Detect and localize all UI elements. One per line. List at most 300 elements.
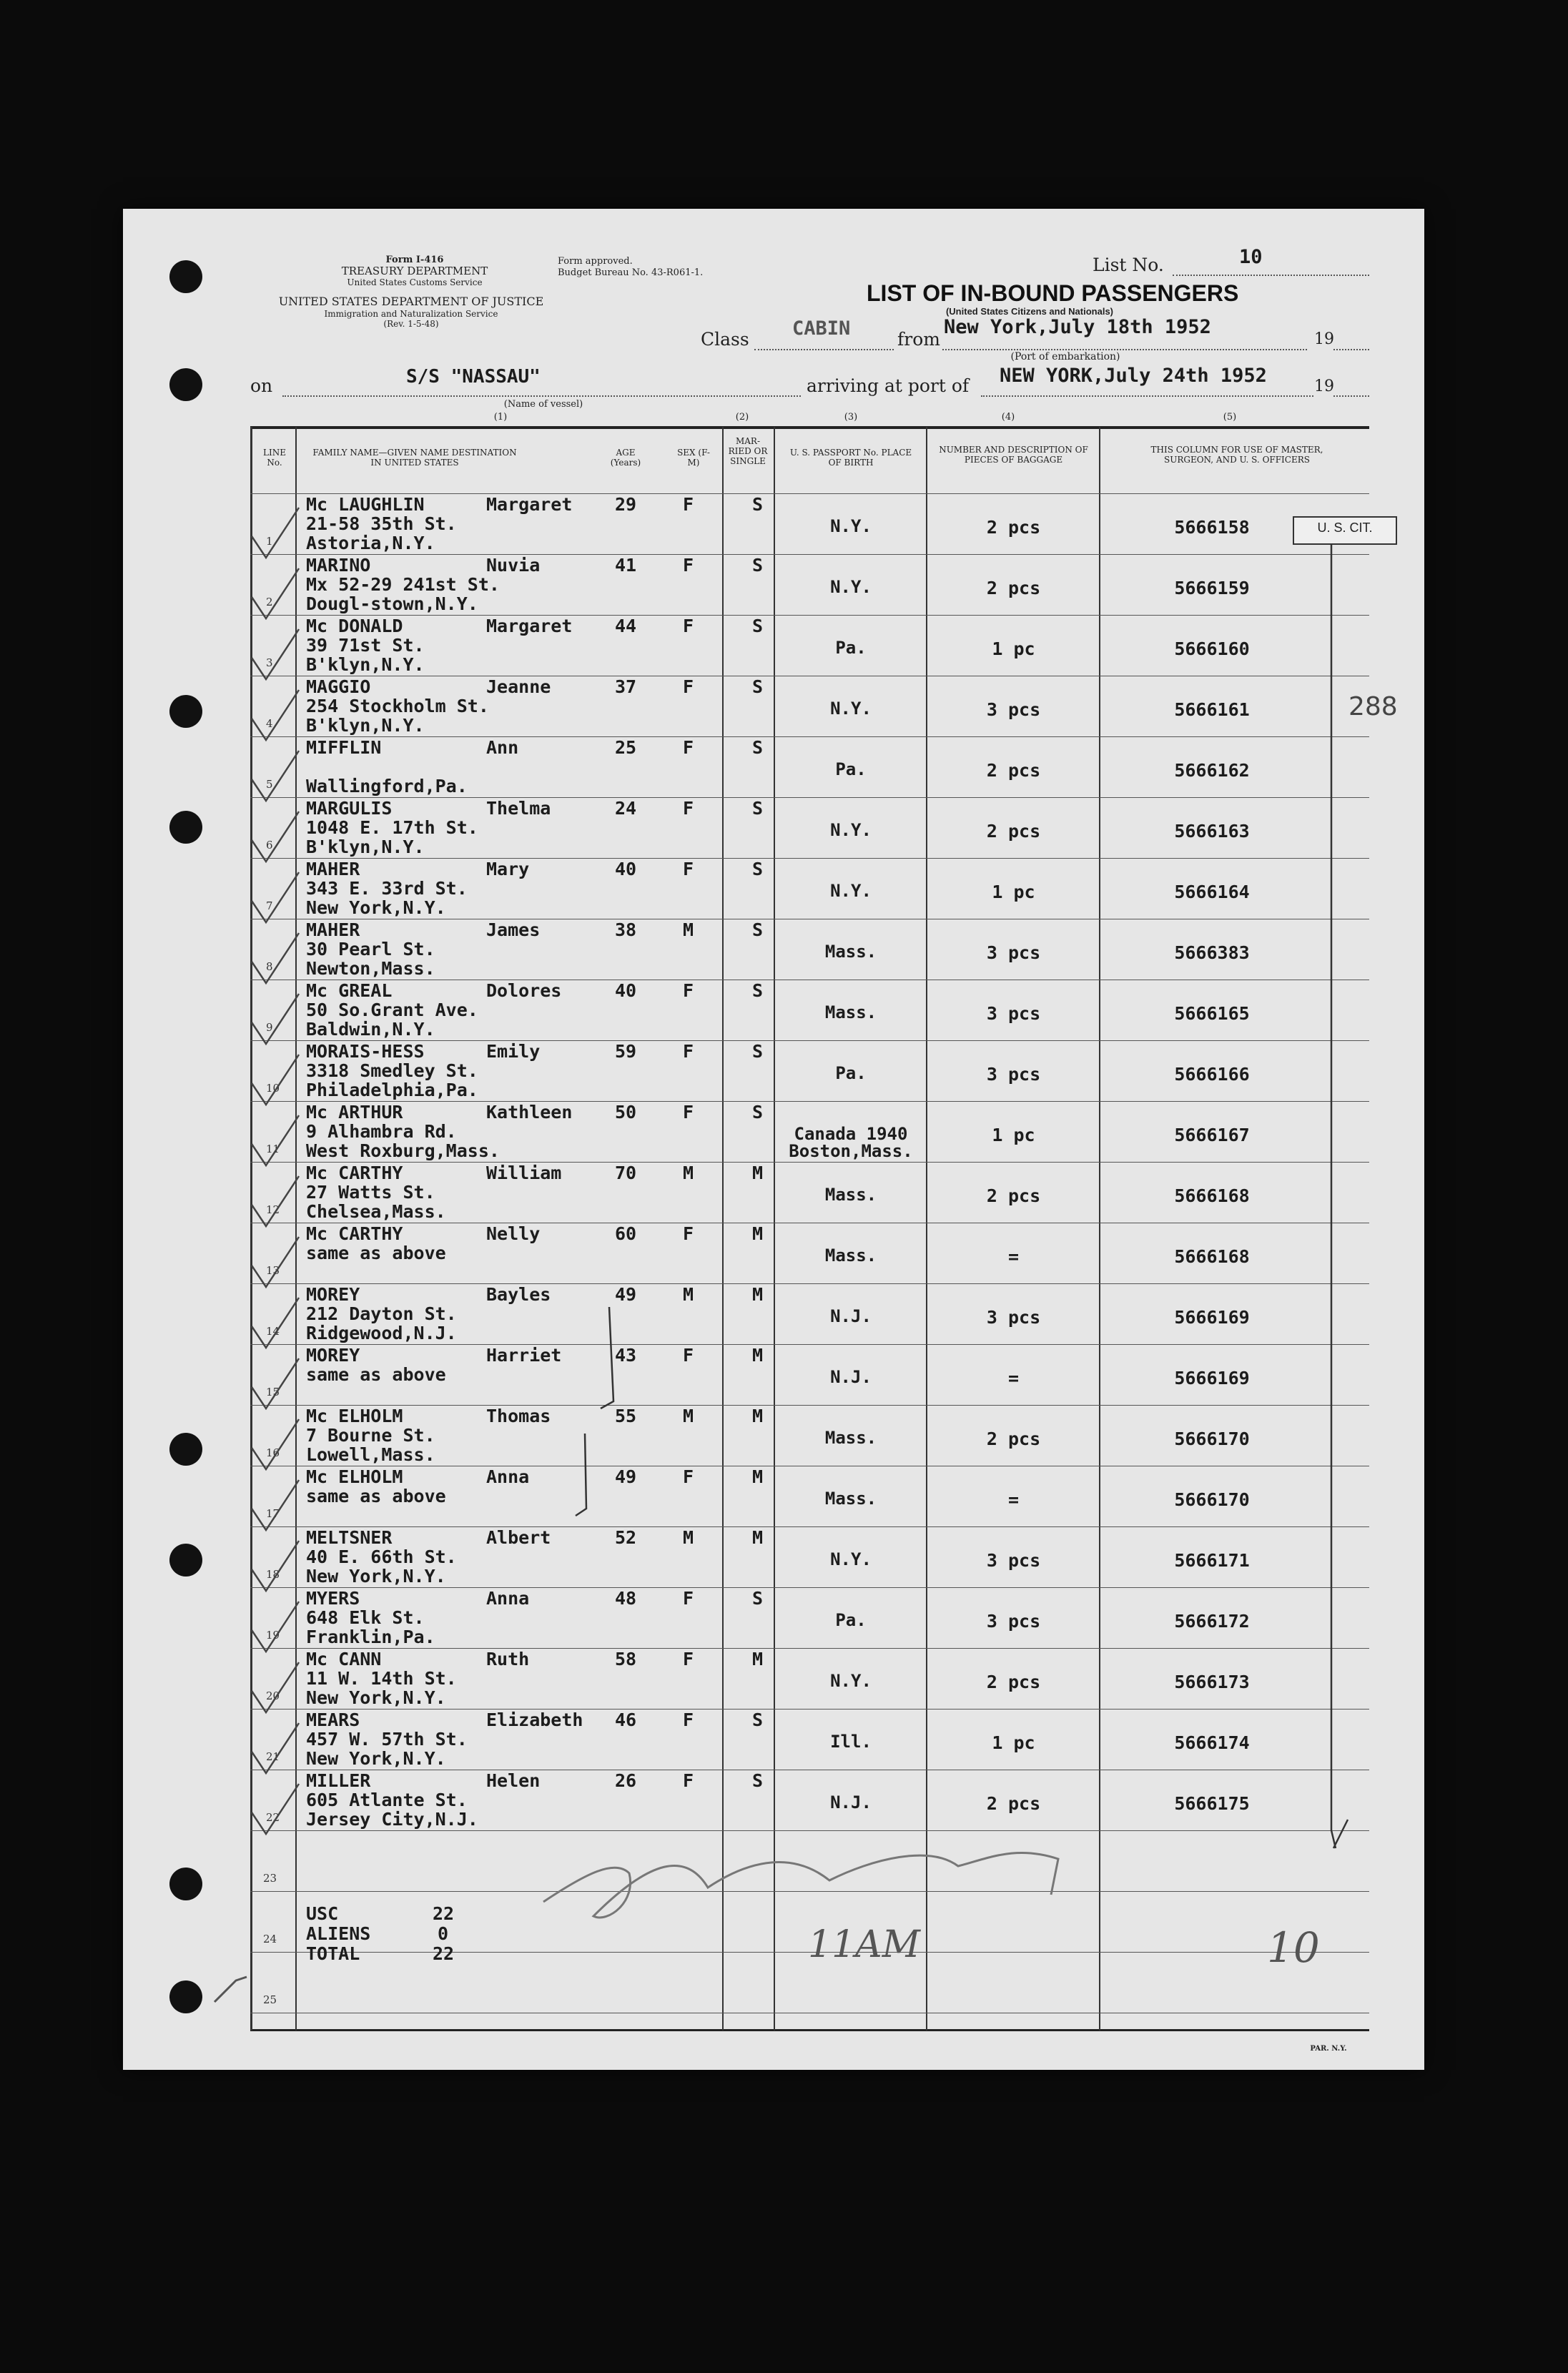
marital-status: S: [752, 1041, 764, 1062]
marital-status: M: [752, 1649, 764, 1669]
address-city: Franklin,Pa.: [306, 1627, 435, 1647]
marital-status: S: [752, 798, 764, 819]
family-name: MILLER: [306, 1770, 371, 1791]
given-name: Elizabeth: [486, 1710, 583, 1730]
sex: F: [683, 737, 694, 758]
row-divider: [250, 1344, 1369, 1345]
address-street: 50 So.Grant Ave.: [306, 1000, 478, 1020]
class-line: [754, 349, 894, 350]
year-line-2: [1333, 395, 1369, 397]
baggage: =: [1007, 1368, 1020, 1388]
table-bottom-border: [250, 2029, 1369, 2031]
marital-status: S: [752, 1588, 764, 1609]
sex: F: [683, 1649, 694, 1669]
marital-status: S: [752, 1710, 764, 1730]
customs-number: 5666169: [1174, 1368, 1250, 1388]
line-number: 7: [266, 899, 273, 912]
sex: F: [683, 1588, 694, 1609]
family-name: Mc DONALD: [306, 616, 403, 636]
age: 49: [615, 1284, 637, 1305]
line-number: 14: [266, 1325, 280, 1338]
given-name: Kathleen: [486, 1102, 573, 1123]
col-header-sex: SEX (F-M): [677, 448, 710, 468]
marital-status: M: [752, 1345, 764, 1366]
age: 38: [615, 919, 637, 940]
family-name: Mc GREAL: [306, 980, 393, 1001]
vessel-line: [282, 395, 801, 397]
sex: M: [683, 1163, 694, 1183]
baggage: 1 pc: [992, 638, 1035, 659]
baggage: =: [1007, 1246, 1020, 1267]
marital-status: S: [752, 1102, 764, 1123]
arriving-label: arriving at port of: [807, 375, 970, 396]
marital-status: M: [752, 1406, 764, 1426]
row-divider: [250, 797, 1369, 798]
row-divider: [250, 1830, 1369, 1831]
address-city: Lowell,Mass.: [306, 1444, 435, 1465]
place-of-birth: Canada 1940 Boston,Mass.: [789, 1124, 913, 1161]
marital-status: S: [752, 555, 764, 576]
baggage: 2 pcs: [986, 760, 1041, 781]
customs-number: 5666164: [1174, 882, 1250, 902]
marital-status: M: [752, 1527, 764, 1548]
family-name: MIFFLIN: [306, 737, 382, 758]
line-number: 4: [266, 717, 273, 730]
place-of-birth: N.Y.: [830, 577, 872, 597]
given-name: Mary: [486, 859, 530, 879]
baggage: 2 pcs: [986, 1793, 1041, 1814]
place-of-birth: Mass.: [824, 1428, 877, 1448]
line-number: 13: [266, 1264, 280, 1277]
customs-number: 5666160: [1174, 638, 1250, 659]
line-number: 6: [266, 839, 273, 852]
address-street: 1048 E. 17th St.: [306, 817, 478, 838]
family-name: MAHER: [306, 919, 360, 940]
row-divider: [250, 858, 1369, 859]
vessel-name: S/S "NASSAU": [406, 366, 541, 388]
address-city: Jersey City,N.J.: [306, 1809, 478, 1830]
given-name: Anna: [486, 1588, 530, 1609]
approved-line1: Form approved.: [558, 256, 633, 267]
baggage: 3 pcs: [986, 1550, 1041, 1571]
total-value-usc: 22: [433, 1903, 455, 1924]
approved-line2: Budget Bureau No. 43-R061-1.: [558, 267, 704, 278]
address-city: Philadelphia,Pa.: [306, 1080, 478, 1100]
year-prefix: 19: [1314, 330, 1334, 348]
address-street: same as above: [306, 1364, 446, 1385]
customs-number: 5666163: [1174, 821, 1250, 842]
line-number: 17: [266, 1507, 280, 1520]
on-label: on: [250, 375, 273, 396]
family-name: Mc ELHOLM: [306, 1406, 403, 1426]
place-of-birth: N.J.: [830, 1367, 872, 1387]
row-divider: [250, 615, 1369, 616]
customs-number: 5666175: [1174, 1793, 1250, 1814]
family-name: MORAIS-HESS: [306, 1041, 425, 1062]
sex: F: [683, 1710, 694, 1730]
class-value: CABIN: [792, 317, 851, 340]
row-divider: [250, 1162, 1369, 1163]
line-number: 5: [266, 778, 273, 791]
family-name: MAGGIO: [306, 676, 371, 697]
age: 49: [615, 1466, 637, 1487]
customs-number: 5666173: [1174, 1672, 1250, 1692]
age: 60: [615, 1223, 637, 1244]
col-header-line: LINE No.: [263, 448, 286, 468]
address-city: B'klyn,N.Y.: [306, 654, 425, 675]
place-of-birth: Mass.: [824, 1002, 877, 1022]
family-name: MARINO: [306, 555, 371, 576]
baggage: 3 pcs: [986, 1003, 1041, 1024]
address-street: 457 W. 57th St.: [306, 1729, 468, 1750]
address-city: New York,N.Y.: [306, 897, 446, 918]
baggage: 2 pcs: [986, 821, 1041, 842]
col-number-2: (2): [735, 412, 749, 423]
marital-status: S: [752, 980, 764, 1001]
total-label-usc: USC: [306, 1903, 339, 1924]
age: 48: [615, 1588, 637, 1609]
baggage: 1 pc: [992, 882, 1035, 902]
customs-number: 5666161: [1174, 699, 1250, 720]
family-name: Mc CARTHY: [306, 1163, 403, 1183]
given-name: Bayles: [486, 1284, 551, 1305]
row-divider: [250, 1283, 1369, 1284]
baggage: 2 pcs: [986, 517, 1041, 538]
row-divider: [250, 1648, 1369, 1649]
age: 70: [615, 1163, 637, 1183]
baggage: 2 pcs: [986, 1185, 1041, 1206]
address-street: 7 Bourne St.: [306, 1425, 435, 1446]
address-street: 254 Stockholm St.: [306, 696, 489, 716]
age: 24: [615, 798, 637, 819]
binder-hole: [169, 368, 202, 401]
address-city: B'klyn,N.Y.: [306, 715, 425, 736]
col-number-3: (3): [844, 412, 858, 423]
customs-service: United States Customs Service: [347, 277, 483, 287]
baggage: 2 pcs: [986, 1672, 1041, 1692]
family-name: Mc LAUGHLIN: [306, 494, 425, 515]
year-prefix-2: 19: [1314, 378, 1334, 395]
family-name: MELTSNER: [306, 1527, 393, 1548]
age: 46: [615, 1710, 637, 1730]
col-divider: [295, 427, 297, 2031]
given-name: Emily: [486, 1041, 541, 1062]
line-number: 15: [266, 1386, 280, 1398]
port-of-arrival: NEW YORK,July 24th 1952: [1000, 365, 1267, 387]
place-of-birth: Pa.: [835, 638, 867, 658]
binder-hole: [169, 1544, 202, 1577]
marital-status: S: [752, 859, 764, 879]
doj-line2: Immigration and Naturalization Service: [324, 309, 498, 319]
given-name: Ruth: [486, 1649, 530, 1669]
address-street: 40 E. 66th St.: [306, 1546, 457, 1567]
baggage: 3 pcs: [986, 1307, 1041, 1328]
sex: F: [683, 676, 694, 697]
col-divider: [926, 427, 927, 2031]
age: 58: [615, 1649, 637, 1669]
address-street: 605 Atlante St.: [306, 1790, 468, 1810]
address-city: West Roxburg,Mass.: [306, 1140, 500, 1161]
line-number: 12: [266, 1203, 280, 1216]
sex: M: [683, 919, 694, 940]
vessel-caption: (Name of vessel): [503, 399, 583, 410]
treasury-dept: TREASURY DEPARTMENT: [341, 265, 488, 277]
sex: F: [683, 1466, 694, 1487]
address-city: New York,N.Y.: [306, 1566, 446, 1587]
given-name: Margaret: [486, 616, 573, 636]
given-name: Nuvia: [486, 555, 541, 576]
col-divider: [774, 427, 775, 2031]
total-label-total: TOTAL: [306, 1943, 360, 1964]
col-header-name: FAMILY NAME—GIVEN NAME DESTINATION IN UNITED STATES: [312, 448, 517, 468]
arrival-time: 11AM: [808, 1923, 920, 1966]
place-of-birth: Pa.: [835, 759, 867, 779]
given-name: Thelma: [486, 798, 551, 819]
place-of-birth: Pa.: [835, 1063, 867, 1083]
place-of-birth: N.Y.: [830, 1671, 872, 1691]
place-of-birth: Mass.: [824, 1245, 877, 1266]
given-name: Jeanne: [486, 676, 551, 697]
col-header-age: AGE (Years): [610, 448, 641, 468]
place-of-birth: Ill.: [830, 1732, 872, 1752]
row-divider: [250, 554, 1369, 555]
place-of-birth: N.Y.: [830, 516, 872, 536]
baggage: 1 pc: [992, 1732, 1035, 1753]
address-city: New York,N.Y.: [306, 1687, 446, 1708]
given-name: Dolores: [486, 980, 562, 1001]
row-divider: [250, 1526, 1369, 1527]
address-city: B'klyn,N.Y.: [306, 837, 425, 857]
binder-hole: [169, 1868, 202, 1900]
given-name: Harriet: [486, 1345, 562, 1366]
sex: F: [683, 555, 694, 576]
line-number: 24: [263, 1933, 277, 1945]
from-label: from: [897, 329, 940, 350]
address-street: 9 Alhambra Rd.: [306, 1121, 457, 1142]
line-number: 2: [266, 596, 273, 608]
place-of-birth: N.J.: [830, 1306, 872, 1326]
row-divider: [250, 1709, 1369, 1710]
customs-number: 5666168: [1174, 1185, 1250, 1206]
binder-hole: [169, 811, 202, 844]
sex: M: [683, 1527, 694, 1548]
address-street: 212 Dayton St.: [306, 1303, 457, 1324]
class-label: Class: [701, 329, 749, 350]
age: 55: [615, 1406, 637, 1426]
row-divider: [250, 1891, 1369, 1892]
customs-number: 5666166: [1174, 1064, 1250, 1085]
total-label-aliens: ALIENS: [306, 1923, 371, 1944]
line-number: 20: [266, 1689, 280, 1702]
given-name: Helen: [486, 1770, 541, 1791]
family-name: MARGULIS: [306, 798, 393, 819]
given-name: Anna: [486, 1466, 530, 1487]
line-number: 21: [266, 1750, 280, 1763]
binder-hole: [169, 1980, 202, 2013]
age: 41: [615, 555, 637, 576]
sex: F: [683, 980, 694, 1001]
printer-mark: PAR. N.Y.: [1310, 2045, 1347, 2053]
sex: F: [683, 1770, 694, 1791]
marital-status: S: [752, 919, 764, 940]
customs-number: 5666165: [1174, 1003, 1250, 1024]
address-city: New York,N.Y.: [306, 1748, 446, 1769]
marital-status: S: [752, 494, 764, 515]
line-number: 19: [266, 1629, 280, 1642]
place-of-birth: N.Y.: [830, 699, 872, 719]
marital-status: M: [752, 1223, 764, 1244]
sex: M: [683, 1406, 694, 1426]
document-subtitle: (United States Citizens and Nationals): [945, 306, 1114, 317]
age: 37: [615, 676, 637, 697]
binder-hole: [169, 1433, 202, 1466]
place-of-birth: Mass.: [824, 942, 877, 962]
arriving-line: [981, 395, 1313, 397]
customs-number: 5666167: [1174, 1125, 1250, 1145]
form-number: Form I-416: [385, 255, 444, 265]
sex: F: [683, 1102, 694, 1123]
address-city: Wallingford,Pa.: [306, 776, 468, 796]
list-no-line: [1173, 275, 1369, 276]
customs-number: 5666159: [1174, 578, 1250, 598]
binder-hole: [169, 260, 202, 293]
customs-number: 5666169: [1174, 1307, 1250, 1328]
binder-hole: [169, 695, 202, 728]
family-name: Mc ELHOLM: [306, 1466, 403, 1487]
sex: F: [683, 1345, 694, 1366]
col-divider: [250, 427, 252, 2031]
age: 26: [615, 1770, 637, 1791]
col-header-baggage: NUMBER AND DESCRIPTION OF PIECES OF BAGGAGE: [939, 445, 1088, 465]
document-title: LIST OF IN-BOUND PASSENGERS: [867, 280, 1239, 306]
margin-number: 288: [1348, 692, 1398, 721]
line-number: 16: [266, 1446, 280, 1459]
place-of-birth: Mass.: [824, 1489, 877, 1509]
year-line: [1333, 349, 1369, 350]
row-divider: [250, 1587, 1369, 1588]
table-top-border: [250, 426, 1369, 429]
place-of-birth: N.Y.: [830, 820, 872, 840]
address-street: 30 Pearl St.: [306, 939, 435, 959]
col-header-married: MAR-RIED OR SINGLE: [728, 436, 768, 466]
age: 43: [615, 1345, 637, 1366]
family-name: MEARS: [306, 1710, 360, 1730]
baggage: 2 pcs: [986, 578, 1041, 598]
place-of-birth: N.J.: [830, 1792, 872, 1812]
baggage: =: [1007, 1489, 1020, 1510]
address-street: 648 Elk St.: [306, 1607, 425, 1628]
right-margin-mark: 10: [1267, 1923, 1320, 1972]
given-name: Albert: [486, 1527, 551, 1548]
marital-status: M: [752, 1163, 764, 1183]
age: 29: [615, 494, 637, 515]
customs-number: 5666170: [1174, 1489, 1250, 1510]
marital-status: S: [752, 1770, 764, 1791]
marital-status: S: [752, 676, 764, 697]
family-name: MOREY: [306, 1345, 360, 1366]
rev-date: (Rev. 1-5-48): [383, 319, 439, 329]
given-name: Nelly: [486, 1223, 541, 1244]
sex: F: [683, 1041, 694, 1062]
place-of-birth: N.Y.: [830, 1549, 872, 1569]
total-value-total: 22: [433, 1943, 455, 1964]
line-number: 18: [266, 1568, 280, 1581]
family-name: MAHER: [306, 859, 360, 879]
address-street: 21-58 35th St.: [306, 513, 457, 534]
col-number-1: (1): [493, 412, 508, 423]
col-divider: [722, 427, 724, 2031]
age: 52: [615, 1527, 637, 1548]
col-number-4: (4): [1001, 412, 1015, 423]
address-city: Chelsea,Mass.: [306, 1201, 446, 1222]
age: 59: [615, 1041, 637, 1062]
sex: F: [683, 859, 694, 879]
line-number: 3: [266, 656, 273, 669]
marital-status: M: [752, 1284, 764, 1305]
address-street: same as above: [306, 1243, 446, 1263]
place-of-birth: N.Y.: [830, 881, 872, 901]
sex: F: [683, 616, 694, 636]
address-street: Mx 52-29 241st St.: [306, 574, 500, 595]
line-number: 10: [266, 1082, 280, 1095]
line-number: 1: [266, 535, 273, 548]
sex: M: [683, 1284, 694, 1305]
col-divider: [1099, 427, 1100, 2031]
us-cit-stamp-text: U. S. CIT.: [1317, 521, 1373, 535]
given-name: James: [486, 919, 541, 940]
port-of-embarkation: New York,July 18th 1952: [944, 316, 1211, 338]
line-number: 25: [263, 1993, 277, 2006]
address-street: 11 W. 14th St.: [306, 1668, 457, 1689]
customs-number: 5666158: [1174, 517, 1250, 538]
customs-number: 5666170: [1174, 1429, 1250, 1449]
sex: F: [683, 1223, 694, 1244]
row-divider: [250, 736, 1369, 737]
line-number: 11: [266, 1143, 280, 1155]
family-name: MYERS: [306, 1588, 360, 1609]
doj-line1: UNITED STATES DEPARTMENT OF JUSTICE: [278, 295, 544, 308]
family-name: MOREY: [306, 1284, 360, 1305]
address-street: 343 E. 33rd St.: [306, 878, 468, 899]
customs-number: 5666168: [1174, 1246, 1250, 1267]
age: 40: [615, 980, 637, 1001]
line-number: 9: [266, 1021, 273, 1034]
sex: F: [683, 798, 694, 819]
baggage: 3 pcs: [986, 699, 1041, 720]
address-city: Dougl-stown,N.Y.: [306, 593, 478, 614]
address-city: Astoria,N.Y.: [306, 533, 435, 553]
family-name: Mc CARTHY: [306, 1223, 403, 1244]
sex: F: [683, 494, 694, 515]
given-name: William: [486, 1163, 562, 1183]
address-city: Baldwin,N.Y.: [306, 1019, 435, 1040]
marital-status: M: [752, 1466, 764, 1487]
age: 25: [615, 737, 637, 758]
age: 50: [615, 1102, 637, 1123]
line-number: 23: [263, 1872, 277, 1885]
given-name: Margaret: [486, 494, 573, 515]
place-of-birth: Pa.: [835, 1610, 867, 1630]
line-number: 22: [266, 1811, 280, 1824]
age: 40: [615, 859, 637, 879]
col-number-5: (5): [1223, 412, 1237, 423]
baggage: 3 pcs: [986, 1064, 1041, 1085]
customs-number: 5666162: [1174, 760, 1250, 781]
embarkation-caption: (Port of embarkation): [1010, 351, 1120, 362]
marital-status: S: [752, 737, 764, 758]
from-line: [942, 349, 1307, 350]
family-name: Mc ARTHUR: [306, 1102, 403, 1123]
